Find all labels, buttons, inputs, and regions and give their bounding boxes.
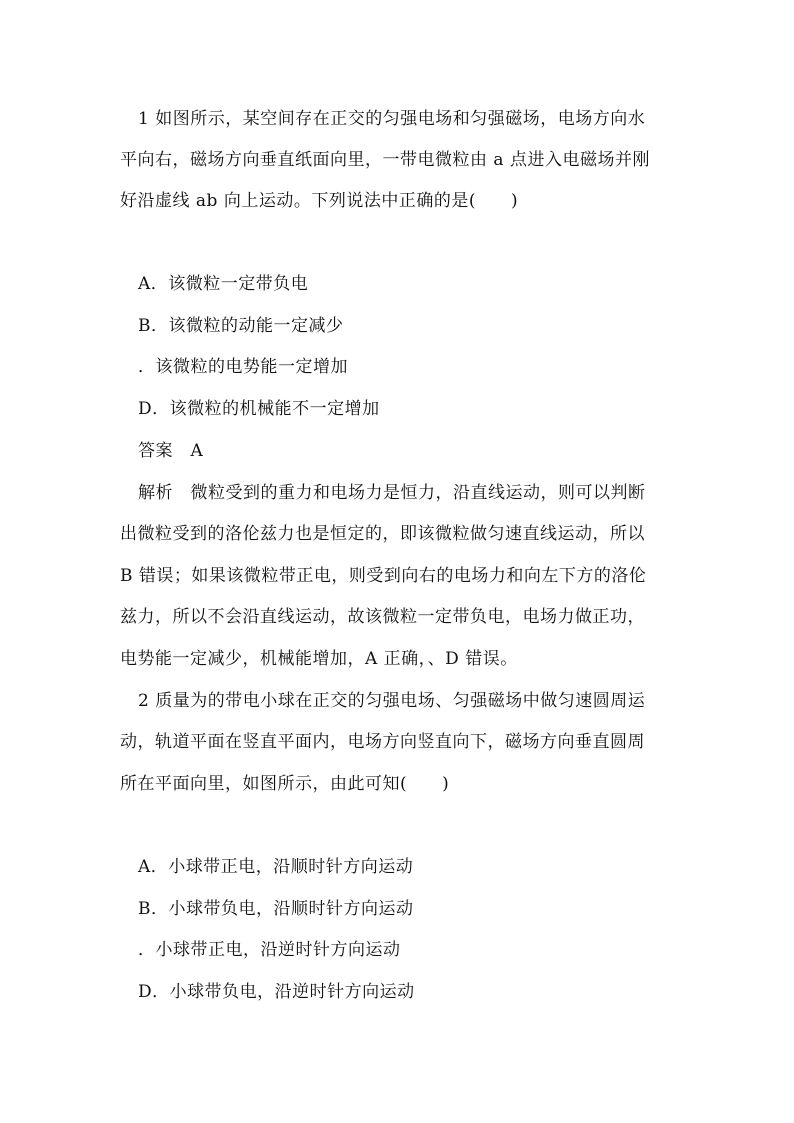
q1-option-c: ．该微粒的电势能一定增加	[138, 357, 348, 377]
q2-stem-line-1: 2 质量为的带电小球在正交的匀强电场、匀强磁场中做匀速圆周运	[138, 691, 646, 711]
q1-analysis-line-5: 电势能一定减少，机械能增加，A 正确，、D 错误。	[120, 649, 518, 669]
q1-stem-line-2: 平向右，磁场方向垂直纸面向里，一带电微粒由 a 点进入电磁场并刚	[120, 150, 650, 170]
q1-stem-line-3: 好沿虚线 ab 向上运动。下列说法中正确的是( )	[120, 191, 519, 211]
q1-answer: 答案 A	[138, 441, 204, 461]
q2-option-c: ．小球带正电，沿逆时针方向运动	[138, 940, 401, 960]
q2-option-d: D．小球带负电，沿逆时针方向运动	[138, 982, 415, 1002]
q2-option-b: B．小球带负电，沿顺时针方向运动	[138, 899, 414, 919]
q1-stem-line-1: 1 如图所示，某空间存在正交的匀强电场和匀强磁场，电场方向水	[138, 109, 646, 129]
q2-option-a: A．小球带正电，沿顺时针方向运动	[138, 857, 414, 877]
q1-analysis-line-2: 出微粒受到的洛伦兹力也是恒定的，即该微粒做匀速直线运动，所以	[120, 524, 645, 544]
q2-stem-line-2: 动，轨道平面在竖直平面内，电场方向竖直向下，磁场方向垂直圆周	[120, 732, 645, 752]
q1-option-b: B．该微粒的动能一定减少	[138, 316, 344, 336]
q1-analysis-line-1: 解析 微粒受到的重力和电场力是恒力，沿直线运动，则可以判断	[138, 483, 646, 503]
q1-option-d: D．该微粒的机械能不一定增加	[138, 399, 380, 419]
q2-stem-line-3: 所在平面向里，如图所示，由此可知( )	[120, 774, 450, 794]
q1-analysis-line-3: B 错误；如果该微粒带正电，则受到向右的电场力和向左下方的洛伦	[120, 566, 647, 586]
q1-analysis-line-4: 兹力，所以不会沿直线运动，故该微粒一定带负电，电场力做正功，	[120, 607, 645, 627]
q1-option-a: A．该微粒一定带负电	[138, 274, 309, 294]
